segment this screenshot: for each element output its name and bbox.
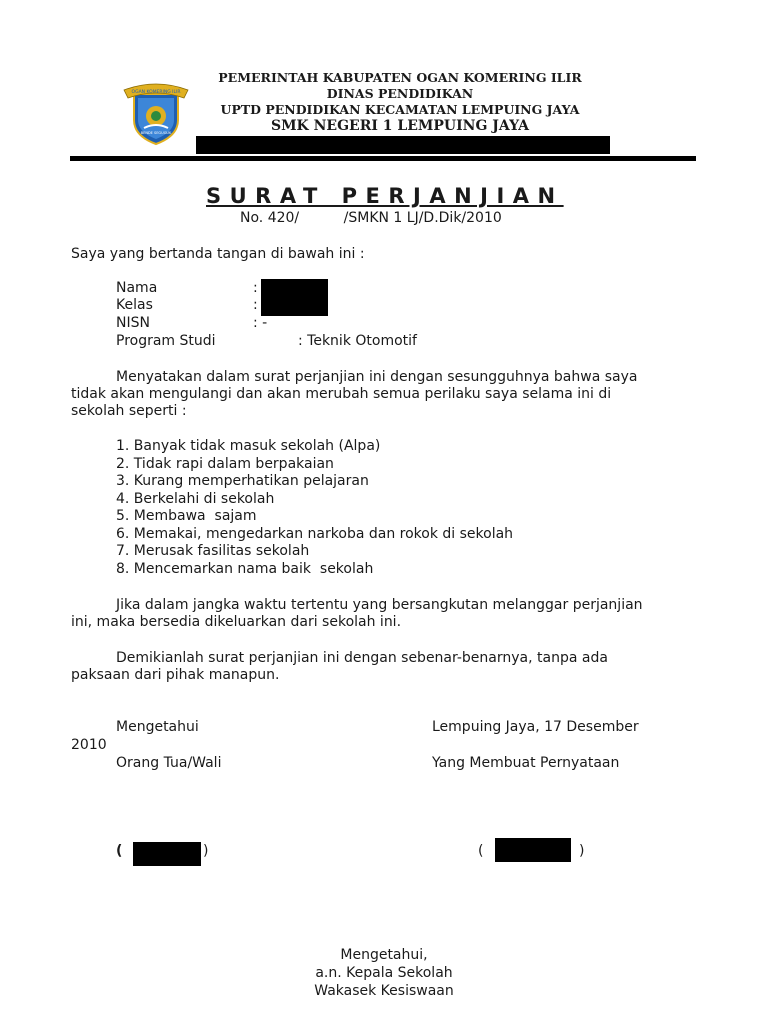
sign-right-role: Yang Membuat Pernyataan (432, 755, 620, 771)
sign-right-close-paren: ) (579, 843, 585, 859)
field-nama-colon: : (253, 280, 258, 296)
header-government: PEMERINTAH KABUPATEN OGAN KOMERING ILIR (218, 70, 582, 85)
field-nisn-label: NISN (116, 315, 150, 331)
sign-left-heading: Mengetahui (116, 719, 199, 735)
svg-text:OGAN KOMERING ILIR: OGAN KOMERING ILIR (131, 90, 181, 95)
list-item: 1. Banyak tidak masuk sekolah (Alpa) (116, 438, 381, 454)
footer-principal: a.n. Kepala Sekolah (315, 965, 453, 981)
field-prodi-value: : Teknik Otomotif (298, 333, 417, 349)
regency-emblem-icon (120, 80, 192, 146)
footer-acknowledged: Mengetahui, (340, 947, 428, 963)
header-school-name: SMK NEGERI 1 LEMPUING JAYA (270, 118, 530, 134)
intro-text: Saya yang bertanda tangan di bawah ini : (71, 246, 365, 262)
field-kelas-colon: : (253, 297, 258, 313)
list-item: 6. Memakai, mengedarkan narkoba dan rokok di sekolah (116, 526, 514, 542)
svg-text:BENDE SEGUGUK: BENDE SEGUGUK (140, 131, 172, 135)
paragraph3-line1: Demikianlah surat perjanjian ini dengan sebenar-benarnya, tanpa ada (116, 650, 608, 666)
paragraph2-line1: Jika dalam jangka waktu tertentu yang bersangkutan melanggar perjanjian (116, 597, 643, 613)
sign-left-role: Orang Tua/Wali (116, 755, 222, 771)
sign-left-close-paren: ) (203, 843, 209, 859)
header-uptd: UPTD PENDIDIKAN KECAMATAN LEMPUING JAYA (220, 102, 580, 117)
list-item: 8. Mencemarkan nama baik sekolah (116, 561, 374, 577)
document-number: No. 420/ /SMKN 1 LJ/D.Dik/2010 (240, 210, 502, 226)
redacted-address (196, 136, 610, 154)
field-prodi-label: Program Studi (116, 333, 216, 349)
paragraph1-line2: tidak akan mengulangi dan akan merubah semua perilaku saya selama ini di (71, 386, 612, 402)
letterhead-divider (70, 156, 696, 161)
paragraph1-line1: Menyatakan dalam surat perjanjian ini dengan sesungguhnya bahwa saya (116, 369, 638, 385)
sign-place-date: Lempuing Jaya, 17 Desember (432, 719, 639, 735)
redacted-student-name (495, 838, 571, 862)
field-nama-label: Nama (116, 280, 158, 296)
regency-logo (120, 80, 192, 146)
field-nisn-value: : - (253, 315, 268, 331)
list-item: 3. Kurang memperhatikan pelajaran (116, 473, 369, 489)
document-title: SURAT PERJANJIAN (206, 184, 564, 208)
sign-right-open-paren: ( (478, 843, 484, 859)
paragraph2-line2: ini, maka bersedia dikeluarkan dari sekolah ini. (71, 614, 402, 630)
list-item: 5. Membawa sajam (116, 508, 257, 524)
header-department: DINAS PENDIDIKAN (326, 86, 474, 101)
footer-vice-principal: Wakasek Kesiswaan (314, 983, 454, 999)
list-item: 4. Berkelahi di sekolah (116, 491, 275, 507)
sign-year: 2010 (71, 737, 107, 753)
list-item: 2. Tidak rapi dalam berpakaian (116, 456, 334, 472)
list-item: 7. Merusak fasilitas sekolah (116, 543, 310, 559)
redacted-name-class (261, 279, 328, 316)
paragraph1-line3: sekolah seperti : (71, 403, 187, 419)
redacted-parent-name (133, 842, 201, 866)
field-kelas-label: Kelas (116, 297, 153, 313)
paragraph3-line2: paksaan dari pihak manapun. (71, 667, 280, 683)
sign-left-open-paren: ( (116, 843, 123, 859)
